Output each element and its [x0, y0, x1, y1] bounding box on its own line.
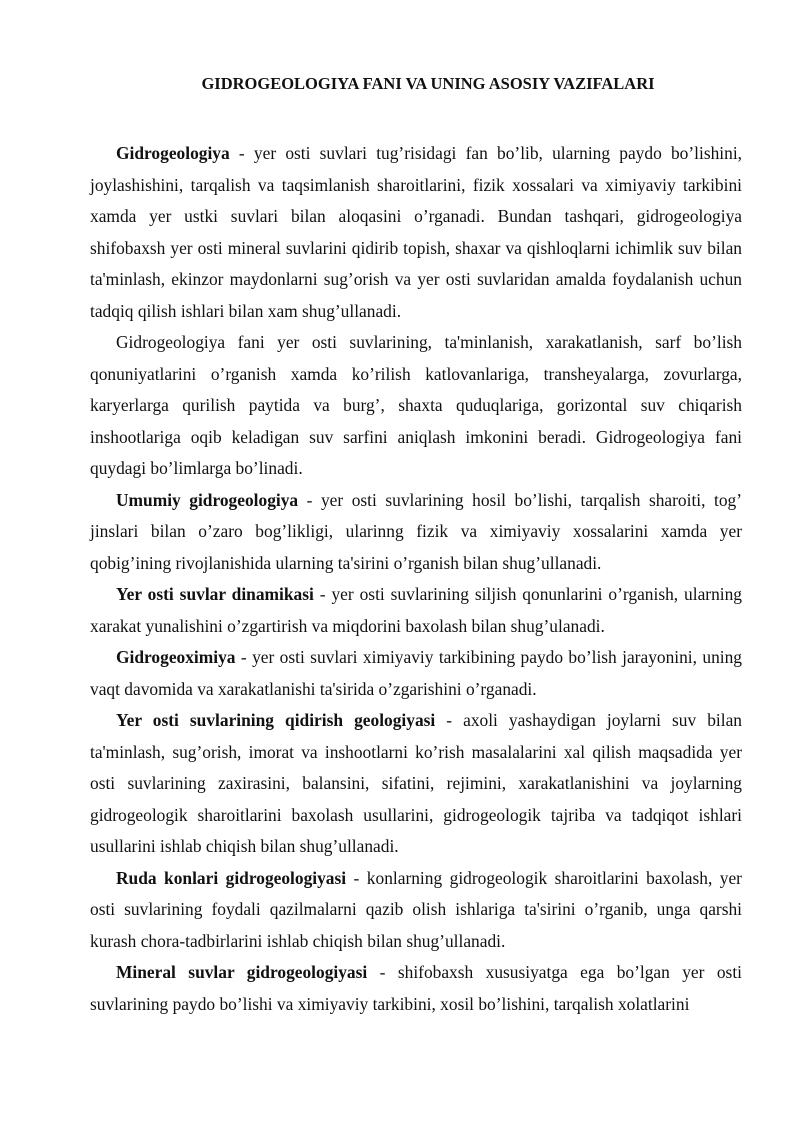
- term-bold: Yer osti suvlar dinamikasi: [116, 584, 314, 604]
- page-title: GIDROGEOLOGIYA FANI VA UNING ASOSIY VAZIFALARI: [201, 74, 655, 93]
- paragraph-umumiy-gidrogeologiya: [90, 485, 742, 580]
- paragraph-mineral-suvlar: [90, 957, 742, 1020]
- paragraph-gidrogeoximiya: [90, 642, 742, 705]
- paragraph-text: - axoli yashaydigan joylarni suv bilan ta'minlash, sug’orish, imorat va inshootlarni ko’rish masalalarini xal qilish maqsadida yer osti suvlarining zaxirasini, balansini, sifatini, rejimini, xarakatlanishini va joylarning gidrogeologik sharoitlarini baxolash usullarini, gidrogeologik tajriba va tadqiqot ishlari usullarini ishlab chiqish bilan shug’ullanadi.: [90, 710, 742, 856]
- paragraph-qidirish-geologiyasi: [90, 705, 742, 863]
- paragraph-text: - shifobaxsh xususiyatga ega bo’lgan yer osti suvlarining paydo bo’lishi va ximiyaviy tarkibini, xosil bo’lishini, tarqalish xolatlarini: [90, 962, 742, 1014]
- term-bold: Umumiy gidrogeologiya: [116, 489, 299, 510]
- term-bold: Gidrogeoximiya: [116, 647, 236, 667]
- paragraph-ruda-konlari: [90, 863, 742, 958]
- paragraph-text: - yer osti suvlarining hosil bo’lishi, tarqalish sharoiti, tog’ jinslari bilan o’zaro bog’likligi, ularinng fizik va ximiyaviy xossalarini xamda yer qobig’ining rivojlanishida ularning ta'sirini o’rganish bilan shug’ullanadi.: [90, 489, 743, 573]
- paragraph-gidrogeologiya: [90, 138, 742, 327]
- term-bold: Yer osti suvlarining qidirish geologiyasi: [116, 710, 436, 730]
- paragraph-text: - konlarning gidrogeologik sharoitlarini baxolash, yer osti suvlarining foydali qazilmalarni qazib olish ishlariga ta'sirini o’rganib, unga qarshi kurash chora-tadbirlarini ishlab chiqish bilan shug’ullanadi.: [90, 867, 742, 951]
- body-text: [90, 138, 742, 1020]
- paragraph-text: - yer osti suvlari tug’risidagi fan bo’lib, ularning paydo bo’lishini, joylashishini, tarqalish va taqsimlanish sharoitlarini, fizik xossalari va ximiyaviy tarkibini xamda yer ustki suvlari bilan aloqasini o’rganadi. Bundan tashqari, gidrogeologiya shifobaxsh yer osti mineral suvlarini qidirib topish, shaxar va qishloqlarni ichimlik suv bilan ta'minlash, ekinzor maydonlarni sug’orish va yer osti suvlaridan amalda foydalanish uchun tadqiq qilish ishlari bilan xam shug’ullanadi.: [90, 143, 742, 321]
- paragraph-fani: [90, 327, 742, 485]
- paragraph-text: Gidrogeologiya fani yer osti suvlarining, ta'minlanish, xarakatlanish, sarf bo’lish qonuniyatlarini o’rganish xamda ko’rilish katlovanlariga, transheyalarga, zovurlarga, karyerlarga qurilish paytida va burg’, shaxta quduqlariga, gorizontal suv chiqarish inshootlariga oqib keladigan suv sarfini aniqlash imkonini beradi. Gidrogeologiya fani quydagi bo’limlarga bo’linadi.: [90, 332, 742, 478]
- term-bold: Ruda konlari gidrogeologiyasi: [116, 867, 347, 888]
- paragraph-text: - yer osti suvlari ximiyaviy tarkibining paydo bo’lish jarayonini, uning vaqt davomida va xarakatlanishi ta'sirida o’zgarishini o’rganadi.: [90, 647, 742, 699]
- term-bold: Gidrogeologiya: [116, 143, 230, 163]
- paragraph-dinamikasi: [90, 579, 742, 642]
- term-bold: Mineral suvlar gidrogeologiyasi: [116, 962, 368, 982]
- paragraph-text: - yer osti suvlarining siljish qonunlarini o’rganish, ularning xarakat yunalishini o’zgartirish va miqdorini baxolash bilan shug’ulanadi.: [90, 584, 743, 636]
